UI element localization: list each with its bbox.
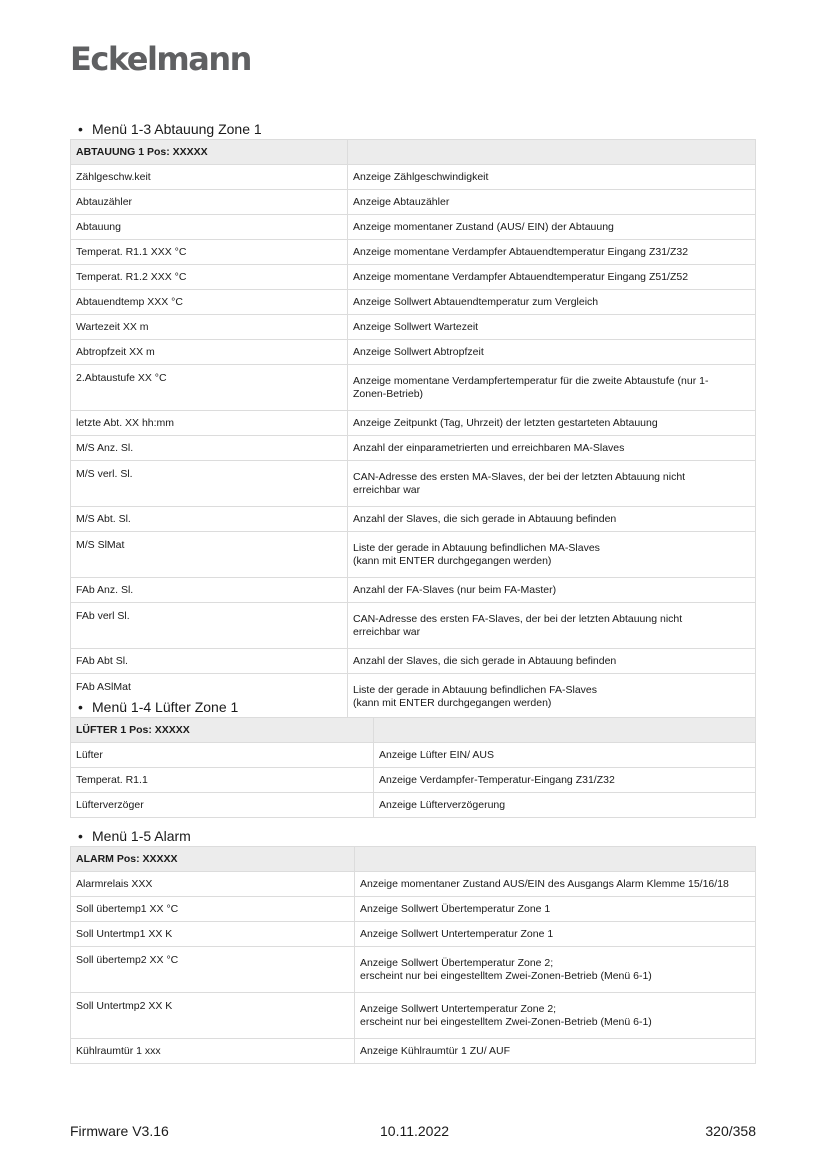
description-cell [355, 922, 756, 947]
description-line: Anzeige momentane Verdampfertemperatur für die zweite Abtaustufe (nur 1- [353, 374, 709, 387]
section-title-luefter: • Menü 1-4 Lüfter Zone 1 [78, 699, 239, 715]
parameter-cell: Alarmrelais XXX [71, 872, 355, 897]
table-row [71, 1039, 756, 1064]
table-header-row [71, 718, 756, 743]
company-logo: Eckelmann [70, 40, 251, 78]
parameter-cell: Zählgeschw.keit [71, 165, 348, 190]
description-cell [348, 532, 756, 578]
table-alarm [70, 846, 756, 1064]
description-line: Anzeige Sollwert Wartezeit [353, 320, 479, 333]
parameter-cell: Soll Untertmp2 XX K [71, 993, 355, 1039]
description-line: CAN-Adresse des ersten FA-Slaves, der bei der letzten Abtauung nicht [353, 612, 683, 625]
parameter-cell: Lüfter [71, 743, 374, 768]
table-row [71, 340, 756, 365]
description-line: Anzeige momentaner Zustand AUS/EIN des Ausgangs Alarm Klemme 15/16/18 [360, 877, 729, 890]
table-header-title: ABTAUUNG 1 Pos: XXXXX [71, 140, 348, 165]
description-line: Anzahl der Slaves, die sich gerade in Abtauung befinden [353, 654, 617, 667]
description-line: Anzeige Sollwert Untertemperatur Zone 1 [360, 927, 554, 940]
parameter-cell: Wartezeit XX m [71, 315, 348, 340]
table-row [71, 436, 756, 461]
table-header-title: LÜFTER 1 Pos: XXXXX [71, 718, 374, 743]
description-cell [348, 461, 756, 507]
description-line: Anzeige Lüfter EIN/ AUS [379, 748, 494, 761]
table-row [71, 215, 756, 240]
bullet-icon: • [78, 121, 83, 137]
table-row [71, 165, 756, 190]
description-cell [355, 1039, 756, 1064]
table-row [71, 603, 756, 649]
table-row [71, 872, 756, 897]
description-line: Anzeige Sollwert Übertemperatur Zone 1 [360, 902, 551, 915]
parameter-cell: FAb verl Sl. [71, 603, 348, 649]
parameter-cell: Temperat. R1.1 XXX °C [71, 240, 348, 265]
description-line: Anzahl der FA-Slaves (nur beim FA-Master) [353, 583, 557, 596]
table-row [71, 649, 756, 674]
table-header-empty-cell [348, 140, 756, 165]
description-line: Anzahl der Slaves, die sich gerade in Abtauung befinden [353, 512, 617, 525]
description-line: CAN-Adresse des ersten MA-Slaves, der bei der letzten Abtauung nicht [353, 470, 686, 483]
description-cell [355, 947, 756, 993]
table-row [71, 947, 756, 993]
table-header-empty-cell [374, 718, 756, 743]
table-row [71, 290, 756, 315]
description-cell [348, 265, 756, 290]
description-line: erreichbar war [353, 483, 421, 496]
description-line: Anzeige Abtauzähler [353, 195, 450, 208]
description-cell [348, 649, 756, 674]
description-line: Anzeige Lüfterverzögerung [379, 798, 506, 811]
parameter-cell: Abtauung [71, 215, 348, 240]
table-row [71, 265, 756, 290]
description-line: (kann mit ENTER durchgegangen werden) [353, 696, 552, 709]
parameter-cell: Abtauendtemp XXX °C [71, 290, 348, 315]
table-row [71, 507, 756, 532]
table-abtauung [70, 139, 756, 720]
description-cell [374, 743, 756, 768]
table-row [71, 578, 756, 603]
description-line: Anzeige momentaner Zustand (AUS/ EIN) der Abtauung [353, 220, 614, 233]
description-line: Anzeige Kühlraumtür 1 ZU/ AUF [360, 1044, 510, 1057]
description-line: Liste der gerade in Abtauung befindlichen FA-Slaves [353, 683, 597, 696]
description-line: Zonen-Betrieb) [353, 387, 424, 400]
parameter-cell: Soll übertemp1 XX °C [71, 897, 355, 922]
parameter-cell: Lüfterverzöger [71, 793, 374, 818]
table-row [71, 768, 756, 793]
parameter-cell: Abtauzähler [71, 190, 348, 215]
description-cell [348, 365, 756, 411]
description-cell [348, 507, 756, 532]
description-line: (kann mit ENTER durchgegangen werden) [353, 554, 552, 567]
parameter-cell: M/S Abt. Sl. [71, 507, 348, 532]
description-line: erscheint nur bei eingestelltem Zwei-Zonen-Betrieb (Menü 6-1) [360, 969, 652, 982]
parameter-cell: M/S SlMat [71, 532, 348, 578]
parameter-cell: FAb Abt Sl. [71, 649, 348, 674]
description-line: Anzeige Sollwert Abtropfzeit [353, 345, 484, 358]
parameter-cell: M/S verl. Sl. [71, 461, 348, 507]
description-line: Liste der gerade in Abtauung befindlichen MA-Slaves [353, 541, 600, 554]
table-row [71, 190, 756, 215]
footer-firmware: Firmware V3.16 [70, 1123, 169, 1139]
parameter-cell: Soll Untertmp1 XX K [71, 922, 355, 947]
description-cell [348, 240, 756, 265]
table-row [71, 411, 756, 436]
parameter-cell: Kühlraumtür 1 xxx [71, 1039, 355, 1064]
table-row [71, 922, 756, 947]
table-row [71, 793, 756, 818]
parameter-cell: letzte Abt. XX hh:mm [71, 411, 348, 436]
footer-page-number: 320/358 [705, 1123, 756, 1139]
parameter-cell: M/S Anz. Sl. [71, 436, 348, 461]
footer-date: 10.11.2022 [380, 1123, 450, 1139]
parameter-cell: FAb Anz. Sl. [71, 578, 348, 603]
description-line: Anzeige Sollwert Abtauendtemperatur zum Vergleich [353, 295, 599, 308]
table-row [71, 897, 756, 922]
table-header-empty-cell [355, 847, 756, 872]
parameter-cell: Temperat. R1.1 [71, 768, 374, 793]
table-header-row [71, 847, 756, 872]
section-title-alarm: • Menü 1-5 Alarm [78, 828, 191, 844]
description-line: Anzeige momentane Verdampfer Abtauendtemperatur Eingang Z31/Z32 [353, 245, 689, 258]
description-line: Anzeige Zählgeschwindigkeit [353, 170, 489, 183]
description-cell [348, 190, 756, 215]
description-cell [348, 436, 756, 461]
table-row [71, 315, 756, 340]
description-line: Anzeige Zeitpunkt (Tag, Uhrzeit) der letzten gestarteten Abtauung [353, 416, 658, 429]
section-title-abtauung: • Menü 1-3 Abtauung Zone 1 [78, 121, 262, 137]
parameter-cell: FAb ASlMat [71, 674, 348, 720]
description-cell [355, 897, 756, 922]
description-cell [348, 674, 756, 720]
description-cell [348, 215, 756, 240]
table-luefter [70, 717, 756, 818]
parameter-cell: 2.Abtaustufe XX °C [71, 365, 348, 411]
description-line: erreichbar war [353, 625, 421, 638]
parameter-cell: Abtropfzeit XX m [71, 340, 348, 365]
description-cell [355, 993, 756, 1039]
description-cell [348, 578, 756, 603]
description-cell [348, 290, 756, 315]
table-row [71, 365, 756, 411]
description-line: Anzahl der einparametrierten und erreichbaren MA-Slaves [353, 441, 625, 454]
parameter-cell: Temperat. R1.2 XXX °C [71, 265, 348, 290]
table-row [71, 993, 756, 1039]
table-row [71, 743, 756, 768]
description-cell [348, 165, 756, 190]
description-line: erscheint nur bei eingestelltem Zwei-Zonen-Betrieb (Menü 6-1) [360, 1015, 652, 1028]
description-cell [348, 603, 756, 649]
description-cell [348, 411, 756, 436]
table-row [71, 461, 756, 507]
description-line: Anzeige Sollwert Untertemperatur Zone 2; [360, 1002, 557, 1015]
table-row [71, 240, 756, 265]
description-cell [355, 872, 756, 897]
bullet-icon: • [78, 828, 83, 844]
description-line: Anzeige Sollwert Übertemperatur Zone 2; [360, 956, 554, 969]
description-line: Anzeige momentane Verdampfer Abtauendtemperatur Eingang Z51/Z52 [353, 270, 689, 283]
bullet-icon: • [78, 699, 83, 715]
description-cell [348, 315, 756, 340]
parameter-cell: Soll übertemp2 XX °C [71, 947, 355, 993]
description-line: Anzeige Verdampfer-Temperatur-Eingang Z31/Z32 [379, 773, 615, 786]
table-header-title: ALARM Pos: XXXXX [71, 847, 355, 872]
description-cell [348, 340, 756, 365]
table-row [71, 532, 756, 578]
description-cell [374, 793, 756, 818]
description-cell [374, 768, 756, 793]
table-header-row [71, 140, 756, 165]
